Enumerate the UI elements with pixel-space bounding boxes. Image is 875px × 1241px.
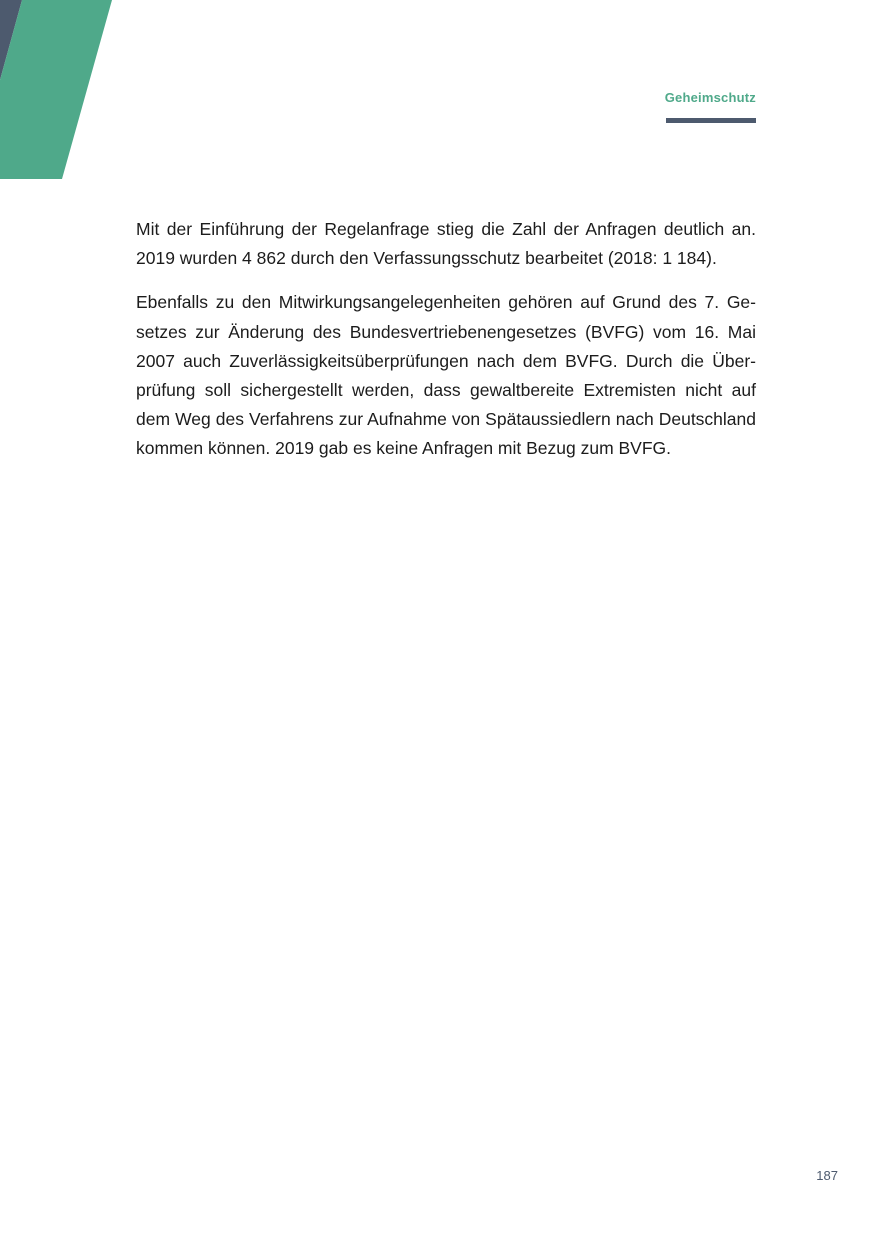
paragraph-regelanfrage: Mit der Einführung der Regelanfrage stieg die Zahl der Anfragen deutlich an. 2019 wurden 4 862 durch den Verfassungsschutz bearbeitet (2018: 1 184).: [136, 219, 756, 269]
page-number: 187: [816, 1168, 838, 1183]
section-rule: [666, 118, 756, 123]
section-header: [556, 88, 756, 108]
corner-decoration: [0, 0, 120, 180]
paragraph-bvfg: Ebenfalls zu den Mitwirkungsangelegenheiten gehören auf Grund des 7. Gesetzes zur Änderung des Bundesvertriebenengesetzes (BVFG) vom 16. Mai 2007 auch Zuverlässigkeitsüberprüfungen nach dem BVFG. Durch die Überprüfung soll sichergestellt werden, dass gewaltbereite Extremisten nicht auf dem Weg des Verfahrens zur Aufnahme von Spätaussiedlern nach Deutschland kommen können. 2019 gab es keine Anfragen mit Bezug zum BVFG.: [136, 292, 756, 459]
section-title: Geheimschutz: [664, 90, 756, 105]
body-text: [136, 215, 756, 479]
corner-green-band: [0, 0, 112, 179]
